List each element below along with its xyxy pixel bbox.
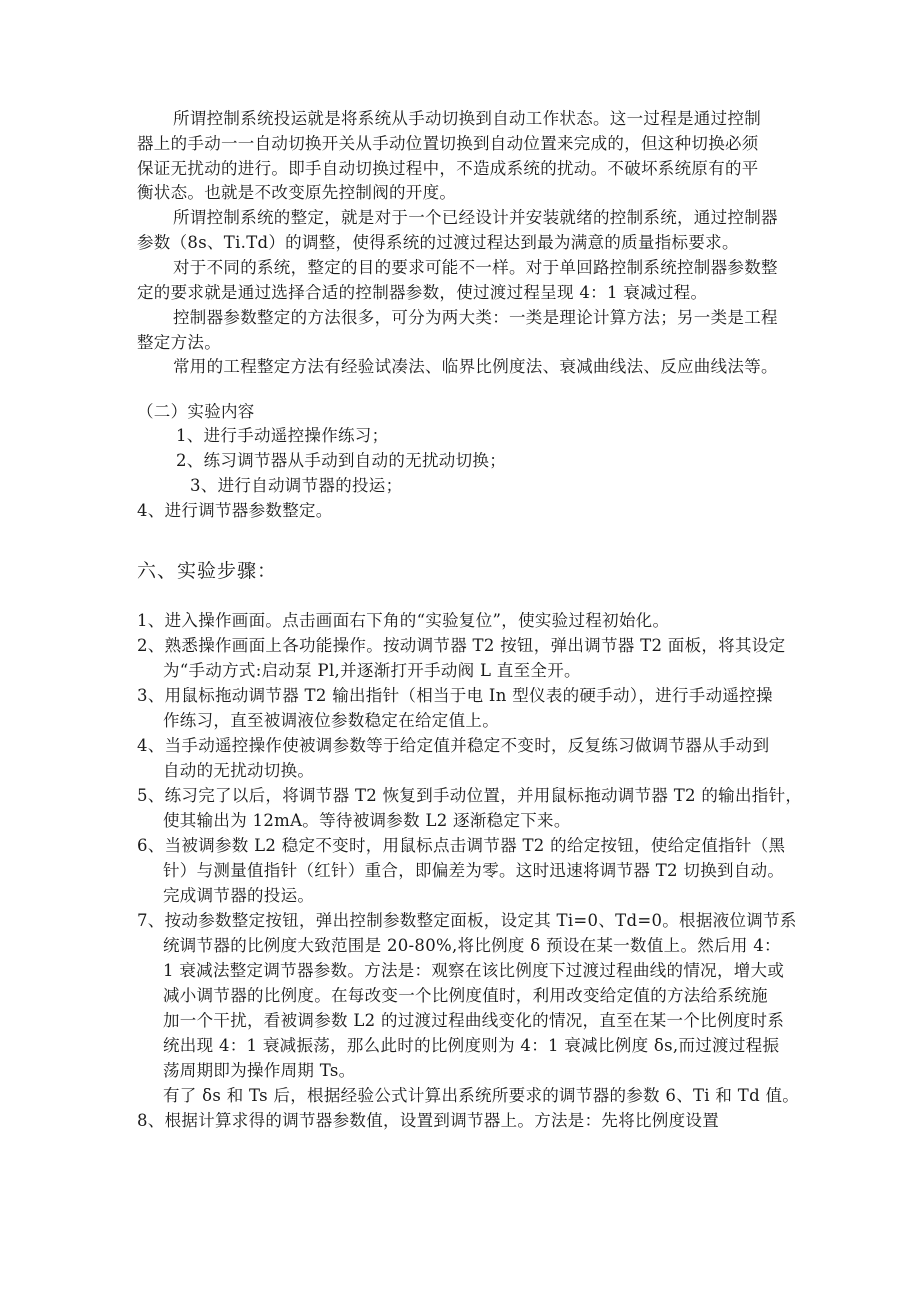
step-line-9: 使其输出为 12mA。等待被调参数 L2 逐渐稳定下来。 [163,811,571,830]
intro-p3-line-2: 定的要求就是通过选择合适的控制器参数，使过渡过程呈现 4：1 衰减过程。 [137,283,708,302]
intro-p1-line-2: 器上的手动一一自动切换开关从手动位置切换到自动位置来完成的，但这种切换必须 [137,134,759,153]
step-line-2: 2、熟悉操作画面上各功能操作。按动调节器 T2 按钮，弹出调节器 T2 面板，将其设定 [137,636,786,655]
step-line-13: 7、按动参数整定按钮，弹出控制参数整定面板，设定其 Ti=0、Td=0。根据液位调节系 [137,911,797,930]
step-line-20: 有了 δs 和 Ts 后，根据经验公式计算出系统所要求的调节器的参数 6、Ti 和 Td 值。 [163,1086,800,1105]
intro-p1-line-3: 保证无扰动的进行。即手自动切换过程中，不造成系统的扰动。不破坏系统原有的平 [137,159,759,178]
step-line-10: 6、当被调参数 L2 稳定不变时，用鼠标点击调节器 T2 的给定按钮，使给定值指针（黑 [137,836,786,855]
step-line-6: 4、当手动遥控操作使被调参数等于给定值并稳定不变时，反复练习做调节器从手动到 [137,736,770,755]
step-line-12: 完成调节器的投运。 [163,886,315,905]
content-section-title: （二）实验内容 [137,402,255,421]
step-line-3: 为“手动方式:启动泵 Pl,并逐渐打开手动阀 L 直至全开。 [163,661,581,680]
intro-p1-line-1: 所谓控制系统投运就是将系统从手动切换到自动工作状态。这一过程是通过控制 [173,109,761,128]
content-item-2: 2、练习调节器从手动到自动的无扰动切换； [176,451,506,470]
step-line-5: 作练习，直至被调液位参数稳定在给定值上。 [163,711,499,730]
step-line-18: 统出现 4：1 衰减振荡，那么此时的比例度则为 4：1 衰减比例度 δs,而过渡过程振 [163,1036,780,1055]
content-item-3: 3、进行自动调节器的投运； [190,476,403,495]
intro-p2-line-1: 所谓控制系统的整定，就是对于一个已经设计并安装就绪的控制系统，通过控制器 [173,208,778,227]
step-line-17: 加一个干扰，看被调参数 L2 的过渡过程曲线变化的情况，直至在某一个比例度时系 [163,1011,785,1030]
step-line-19: 荡周期即为操作周期 Ts。 [163,1061,356,1080]
intro-p3-line-1: 对于不同的系统，整定的目的要求可能不一样。对于单回路控制系统控制器参数整 [173,258,778,277]
step-line-21: 8、根据计算求得的调节器参数值，设置到调节器上。方法是：先将比例度设置 [137,1111,719,1130]
step-line-14: 统调节器的比例度大致范围是 20-80%,将比例度 δ 预设在某一数值上。然后用 4： [163,936,781,955]
content-item-1: 1、进行手动遥控操作练习； [176,426,389,445]
step-line-1: 1、进入操作画面。点击画面右下角的“实验复位”，使实验过程初始化。 [137,611,670,630]
content-item-4: 4、进行调节器参数整定。 [137,501,333,520]
step-line-4: 3、用鼠标拖动调节器 T2 输出指针（相当于电 In 型仪表的硬手动），进行手动遥控操 [137,686,773,705]
step-line-15: 1 衰减法整定调节器参数。方法是：观察在该比例度下过渡过程曲线的情况，增大或 [163,961,785,980]
intro-p5-line-1: 常用的工程整定方法有经验试凑法、临界比例度法、衰减曲线法、反应曲线法等。 [173,357,778,376]
intro-p4-line-2: 整定方法。 [137,333,221,352]
intro-p1-line-4: 衡状态。也就是不改变原先控制阀的开度。 [137,183,457,202]
steps-section-title: 六、实验步骤： [137,560,278,582]
intro-p2-line-2: 参数（8s、Ti.Td）的调整，使得系统的过渡过程达到最为满意的质量指标要求。 [137,233,739,252]
step-line-11: 针）与测量值指针（红针）重合，即偏差为零。这时迅速将调节器 T2 切换到自动。 [163,861,785,880]
step-line-8: 5、练习完了以后，将调节器 T2 恢复到手动位置，并用鼠标拖动调节器 T2 的输出指针， [137,786,803,805]
intro-p4-line-1: 控制器参数整定的方法很多，可分为两大类：一类是理论计算方法；另一类是工程 [173,308,778,327]
step-line-16: 减小调节器的比例度。在每改变一个比例度值时，利用改变给定值的方法给系统施 [163,986,768,1005]
step-line-7: 自动的无扰动切换。 [163,761,315,780]
